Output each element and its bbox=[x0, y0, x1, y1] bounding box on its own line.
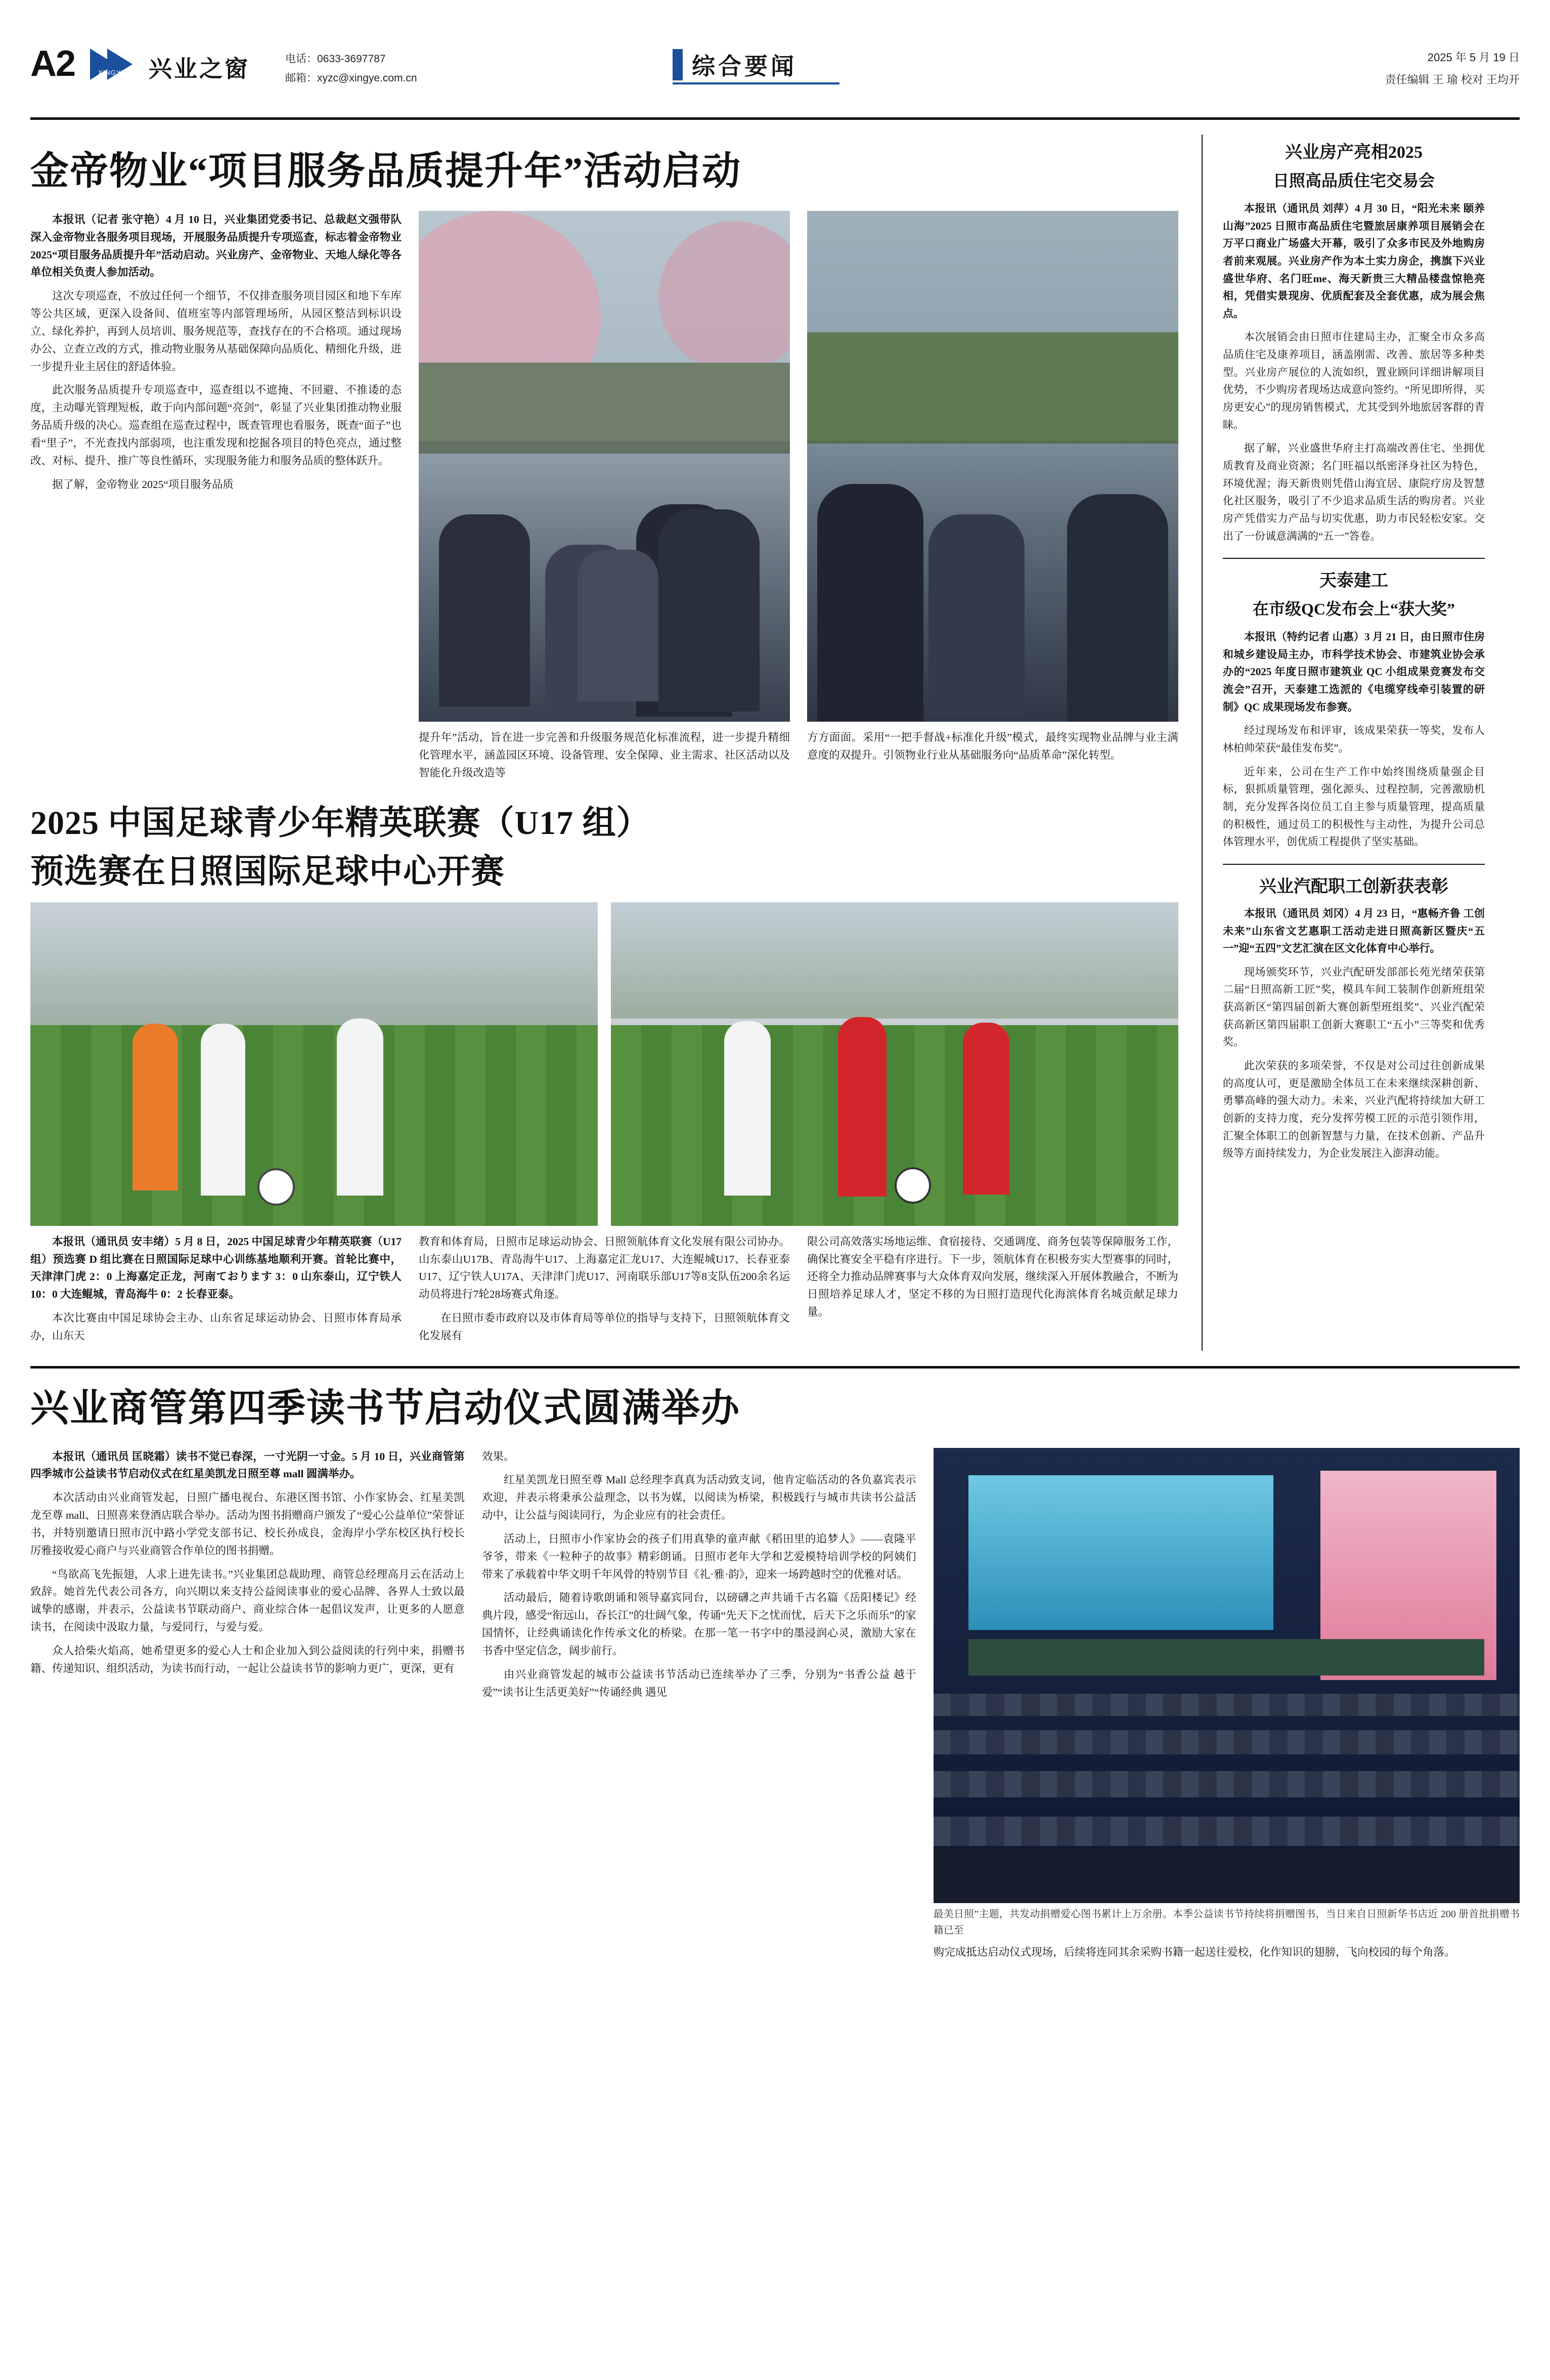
issue-date: 2025 年 5 月 19 日 bbox=[1427, 51, 1520, 64]
page-body bbox=[30, 135, 1520, 1351]
editor-line: 责任编辑 王 瑜 校对 王均开 bbox=[1385, 73, 1520, 86]
paragraph: 效果。 bbox=[481, 1450, 515, 1463]
paragraph: “鸟欲高飞先振翅，人求上进先读书。”兴业集团总裁助理、商管总经理高月云在活动上致辞。她首先代表公司各方，向兴期以来支持公益阅读事业的爱心品牌、各界人士致以最诚挚的感谢，并表示，公益读书节联动商户、商业综合体一起倡议发声，让更多的人愿意读书，在阅读中汲取力量，与爱同行，与爱与爱。 bbox=[30, 1568, 465, 1634]
soccer-article bbox=[30, 801, 1178, 1350]
paragraph: 活动最后，随着诗歌朗诵和领导嘉宾同台，以磅礴之声共诵千古名篇《岳阳楼记》经典片段，感受“衔远山，吞长江”的壮阔气象，传诵“先天下之忧而忧，后天下之乐而乐”的家国情怀，让经典诵读化作传承文化的桥梁。在那一笔一书字中的墨浸润心灵，激励大家在书香中坚定信念，阔步前行。 bbox=[481, 1592, 916, 1657]
soccer-photos bbox=[30, 902, 1178, 1226]
publication-title: 兴业之窗 bbox=[149, 56, 250, 82]
lead-headline: 金帝物业“项目服务品质提升年”活动启动 bbox=[30, 150, 741, 193]
bottom-col-2 bbox=[482, 1448, 916, 1968]
paragraph: 众人拾柴火焰高，她希望更多的爱心人士和企业加入到公益阅读的行列中来，捐赠书籍、传递知识、组织活动，为读书而行动，一起让公益读书节的影响力更广，更深，更有 bbox=[30, 1644, 465, 1674]
divider bbox=[1223, 558, 1485, 559]
left-column bbox=[30, 135, 1178, 1351]
contact-phone: 电话：0633-3697787 bbox=[285, 53, 386, 65]
paragraph: 近年来，公司在生产工作中始终围绕质量强企目标，狠抓质量管理，强化源头、过程控制，完善激励机制，充分发挥各岗位员工自主参与质量管理，提高质量的积极性，通过员工的积极性与主动性，为提升公司总体管理水平，创优质工程提供了坚实基础。 bbox=[1223, 765, 1485, 848]
paragraph: 据了解，金帝物业 2025“项目服务品质 bbox=[52, 478, 234, 491]
paragraph: 提升年”活动，旨在进一步完善和升级服务规范化标准流程，进一步提升精细化管理水平，涵盖园区环境、设备管理、安全保障、业主需求、社区活动以及智能化升级改造等 bbox=[419, 731, 790, 779]
reading-festival-photo bbox=[934, 1448, 1520, 1903]
housing-subtitle: 日照高品质住宅交易会 bbox=[1272, 171, 1435, 190]
paragraph: 本报讯（通讯员 刘萍）4 月 30 日，“阳光未来 颐养山海”2025 日照市高品质住宅暨旅居康养项目展销会在万平口商业广场盛大开幕，吸引了众多市民及外地购房者前来观展。兴业房产作为本土实力房企，携旗下兴业盛世华府、名门旺me、海天新贵三大精品楼盘惊艳亮相，凭借实景现房、优质配套及全套优惠，成为展会焦点。 bbox=[1223, 202, 1485, 320]
lead-col-1 bbox=[30, 211, 402, 787]
bottom-col-1 bbox=[30, 1448, 465, 1968]
section-badge bbox=[673, 48, 797, 81]
xingye-logo-icon bbox=[90, 49, 141, 80]
paragraph: 本报讯（通讯员 刘冈）4 月 23 日，“惠畅齐鲁 工创未来”山东省文艺惠职工活动走进日照高新区暨庆“五一”迎“五四”文艺汇演在区文化体育中心举行。 bbox=[1223, 907, 1485, 955]
paragraph: 这次专项巡查，不放过任何一个细节，不仅排查服务项目园区和地下车库等公共区域，更深入设备间、值班室等内部管理场所，从园区整洁到标识设立、绿化养护，再到人员培训、服务规范等，查找存在的不合格项。通过现场办公、立查立改的方式，推动物业服务从基础保障向品质化、精细化升级，进一步提升业主居住的舒适体验。 bbox=[30, 290, 402, 373]
page-folio: A2 bbox=[30, 43, 75, 84]
paragraph: 经过现场发布和评审，该成果荣获一等奖，发布人林柏帅荣获“最佳发布奖”。 bbox=[1223, 724, 1485, 755]
paragraph: 购完成抵达启动仪式现场，后续将连同其余采购书籍一起送往爱校，化作知识的翅膀，飞向校园的每个角落。 bbox=[933, 1946, 1455, 1959]
date-block bbox=[1385, 47, 1520, 91]
paragraph: 本次比赛由中国足球协会主办、山东省足球运动协会、日照市体育局承办，山东天 bbox=[30, 1311, 402, 1342]
section-name: 综合要闻 bbox=[692, 54, 797, 79]
paragraph: 方方面面。采用“一把手督战+标准化升级”模式，最终实现物业品牌与业主满意度的双提升。引领物业行业从基础服务向“品质革命”深化转型。 bbox=[807, 731, 1178, 761]
photo-caption: 最美日照”主题，共发动捐赠爱心图书累计上万余册。本季公益读书节持续将捐赠图书，当日来自日照新华书店近 200 册首批捐赠书籍已至 bbox=[933, 1908, 1520, 1936]
paragraph: 本次展销会由日照市住建局主办，汇聚全市众多高品质住宅及康养项目，涵盖刚需、改善、旅居等多种类型。兴业房产展位的人流如织，置业顾问详细讲解项目优势，不少购房者现场达成意向签约。“所见即所得，买房更安心”的现房销售模式，尤其受到外地旅居客群的青睐。 bbox=[1223, 331, 1485, 431]
paragraph: 此次荣获的多项荣誉，不仅是对公司过往创新成果的高度认可，更是激励全体员工在未来继续深耕创新、勇攀高峰的强大动力。未来，兴业汽配将持续加大研工创新的支持力度，充分发挥劳模工匠的示范引领作用，汇聚全体职工的创新智慧与力量，在技术创新、产品升级等方面持续发力，为企业发展注入澎湃动能。 bbox=[1223, 1059, 1485, 1160]
paragraph: 活动上，日照市小作家协会的孩子们用真挚的童声献《稻田里的追梦人》——袁隆平爷爷，带来《一粒种子的故事》精彩朗诵。日照市老年大学和艺爱模特培训学校的阿姨们带来了承载着中华文明千年风骨的特别节目《礼·雅·韵》，迎来一场跨越时空的优雅对话。 bbox=[481, 1532, 916, 1580]
paragraph: 本报讯（记者 张守艳）4 月 10 日，兴业集团党委书记、总裁赵文强带队深入金帝物业各服务项目现场，开展服务品质提升专项巡查，标志着金帝物业 2025“项目服务品质提升年”活动启动。兴业房产、金帝物业、天地人绿化等各单位相关负责人参加活动。 bbox=[30, 213, 402, 279]
right-article-housing bbox=[1223, 140, 1485, 545]
housing-title: 兴业房产亮相2025 bbox=[1285, 143, 1423, 162]
logo-mark-label: XINGYE bbox=[98, 69, 126, 76]
lead-col-2 bbox=[419, 211, 790, 787]
paragraph: 教育和体育局，日照市足球运动协会、日照领航体育文化发展有限公司协办。山东泰山U17B、青岛海牛U17、上海嘉定汇龙U17、大连鲲城U17、长春亚泰U17、辽宁铁人U17A、天津津门虎U17、河南联乐部U17等8支队伍200余名运动员将进行7轮28场赛式角逐。 bbox=[419, 1235, 790, 1301]
lead-col-3 bbox=[807, 211, 1178, 787]
divider bbox=[1223, 864, 1485, 865]
paragraph: 本报讯（特约记者 山惠）3 月 21 日，由日照市住房和城乡建设局主办，市科学技术协会、市建筑业协会承办的“2025 年度日照市建筑业 QC 小组成果竞赛发布交流会”召开，天泰建工选派的《电缆穿线牵引装置的研制》QC 成果现场发布参赛。 bbox=[1223, 631, 1485, 713]
right-article-tiantai bbox=[1223, 568, 1485, 851]
right-article-qipei bbox=[1223, 874, 1485, 1162]
contact-block bbox=[285, 50, 417, 88]
bottom-headline: 兴业商管第四季读书节启动仪式圆满举办 bbox=[30, 1387, 740, 1430]
paragraph: 在日照市委市政府以及市体育局等单位的指导与支持下，日照领航体育文化发展有 bbox=[419, 1311, 790, 1342]
soccer-photo-right bbox=[611, 902, 1178, 1226]
right-column bbox=[1202, 135, 1485, 1351]
soccer-col-3 bbox=[807, 1233, 1178, 1351]
paragraph: 由兴业商管发起的城市公益读书节活动已连续举办了三季，分别为“书香公益 越于爱”“读书让生活更美好”“传诵经典 遇见 bbox=[481, 1668, 916, 1698]
stage-screen bbox=[968, 1475, 1273, 1630]
lead-photo bbox=[419, 211, 790, 722]
section-bar-icon bbox=[673, 49, 683, 80]
section-underline bbox=[673, 82, 839, 84]
paragraph: 红星美凯龙日照至尊 Mall 总经理李真真为活动致支词，他肯定临活动的各负嘉宾表示欢迎，并表示将秉承公益理念，以书为媒，以阅读为桥梁，积极践行与城市共读书公益活动中，让公益与阅读同行，为企业应有的社会责任。 bbox=[481, 1474, 916, 1522]
bottom-col-3 bbox=[934, 1448, 1520, 1968]
soccer-col-1 bbox=[30, 1233, 402, 1351]
tiantai-subtitle: 在市级QC发布会上“获大奖” bbox=[1252, 600, 1455, 619]
paragraph: 本次活动由兴业商管发起，日照广播电视台、东港区图书馆、小作家协会、红星美凯龙至尊 mall、日照喜来登酒店联合举办。活动为图书捐赠商户颁发了“爱心公益单位”荣誉证书，并特别邀请日照市沉中路小学党支部书记、校长孙成良，金海岸小学东校区执行校长厉雅接收爱心商户与兴业商管合作单位的图书捐赠。 bbox=[30, 1491, 465, 1557]
soccer-headline-line1: 2025 中国足球青少年精英联赛（U17 组） bbox=[30, 805, 650, 842]
soccer-col-2 bbox=[419, 1233, 790, 1351]
paragraph: 本报讯（通讯员 匡晓霜）读书不觉已春深，一寸光阴一寸金。5 月 10 日，兴业商管第四季城市公益读书节启动仪式在红星美凯龙日照至尊 mall 圆满举办。 bbox=[30, 1450, 465, 1480]
paragraph: 现场颁奖环节，兴业汽配研发部部长苑光绪荣获第二届“日照高新工匠”奖，模具车间工装制作创新班组荣获高新区“第四届创新大赛创新型班组奖”、兴业汽配荣获高新区第四届职工创新大赛职工“五小”三等奖和优秀奖。 bbox=[1223, 965, 1485, 1048]
paragraph: 此次服务品质提升专项巡查中，巡查组以不遮掩、不回避、不推诿的态度，主动曝光管理短板，敢于向内部问题“亮剑”，彰显了兴业集团推动物业服务品质升级的决心。巡查组在巡查过程中，既查管理也看服务，既查“面子”也看“里子”，不光查找内部弱项，也注重发现和挖掘各项目的特色亮点，通过整改、对标、提升、推广等良性循环，实现服务能力和服务品质的整体跃升。 bbox=[30, 384, 402, 467]
lead-article bbox=[30, 211, 1178, 787]
bottom-article bbox=[30, 1366, 1520, 1968]
masthead bbox=[30, 0, 1520, 121]
paragraph: 限公司高效落实场地运维、食宿接待、交通调度、商务包装等保障服务工作，确保比赛安全平稳有序进行。下一步，领航体育在积极夯实大型赛事的同时，还将全力推动品牌赛事与大众体育双向发展，继续深入开展体教融合，不断为日照培养足球人才，坚定不移的为日照打造现代化海滨体育名城贡献足球力量。 bbox=[807, 1235, 1178, 1318]
soccer-photo-left bbox=[30, 902, 598, 1226]
masthead-rule bbox=[30, 117, 1520, 120]
qipei-title: 兴业汽配职工创新获表彰 bbox=[1259, 877, 1448, 896]
tiantai-title: 天泰建工 bbox=[1319, 571, 1388, 591]
soccer-headline-line2: 预选赛在日照国际足球中心开赛 bbox=[30, 853, 505, 890]
paragraph: 本报讯（通讯员 安丰绪）5 月 8 日，2025 中国足球青少年精英联赛（U17 组）预选赛 D 组比赛在日照国际足球中心训练基地顺利开赛。首轮比赛中，天津津门虎 2：0 上海嘉定正龙，河南ております 3：0 山东泰山，辽宁铁人 10：0 大连鲲城，青岛海牛 0：2 长春亚泰。 bbox=[30, 1235, 402, 1301]
paragraph: 据了解，兴业盛世华府主打高端改善住宅、坐拥优质教育及商业资源；名门旺福以纸密泽身社区为特色，环境优渥；海天新贵则凭借山海宜居、康院疗房及智慧化社区服务，吸引了不少追求品质生活的购房者。兴业房产凭借实力产品与切实优惠，助力市民轻松安家。交出了一份诚意满满的“五一”答卷。 bbox=[1223, 442, 1485, 542]
contact-email: 邮箱：xyzc@xingye.com.cn bbox=[285, 72, 417, 84]
lead-photo-secondary bbox=[807, 211, 1178, 722]
soccer-text bbox=[30, 1233, 1178, 1351]
